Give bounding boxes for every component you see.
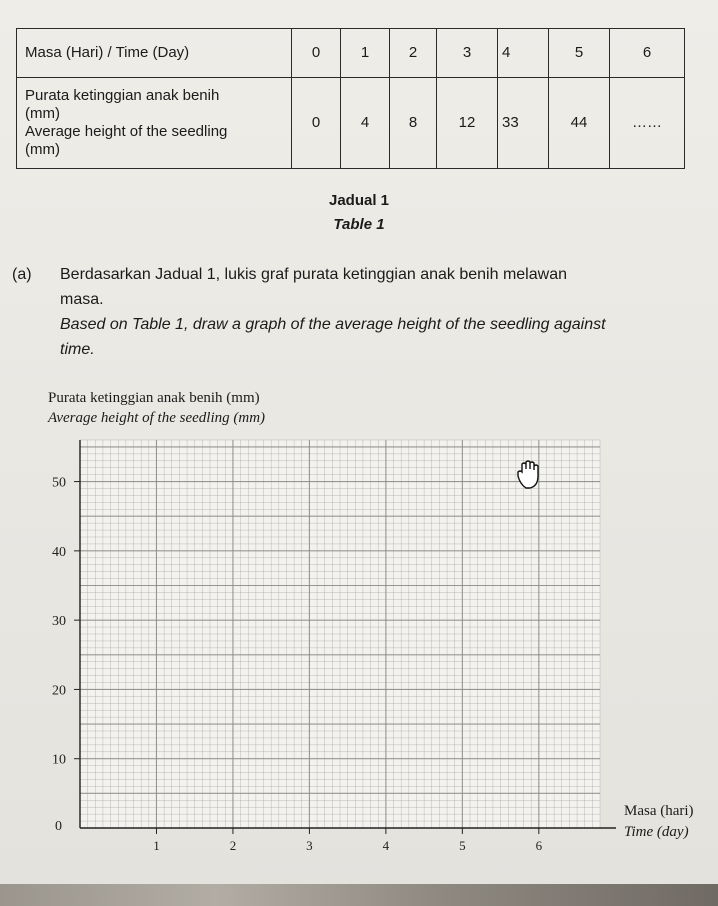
day-cell: 2	[390, 29, 437, 78]
day-cell: 3	[437, 29, 498, 78]
question-label: (a)	[12, 266, 32, 283]
y-axis-label-en: Average height of the seedling (mm)	[48, 410, 266, 426]
day-cell: 5	[549, 29, 610, 78]
y-tick-label: 30	[52, 614, 66, 630]
x-tick-label: 5	[459, 838, 466, 853]
x-axis-label-ms: Masa (hari)	[624, 803, 694, 819]
y-tick-label: 50	[52, 475, 66, 491]
day-cell: 1	[341, 29, 390, 78]
question-en-line: time.	[60, 341, 95, 358]
y-tick-label: 0	[55, 819, 62, 834]
x-tick-label: 3	[306, 838, 313, 853]
height-header-line: (mm)	[25, 105, 60, 122]
caption-en: Table 1	[333, 216, 385, 233]
height-cell: 12	[437, 78, 498, 169]
height-header-line: Average height of the seedling	[25, 123, 228, 140]
question-ms-line: masa.	[60, 291, 104, 308]
height-cell: 4	[341, 78, 390, 169]
x-tick-label: 1	[153, 838, 160, 853]
y-tick-label: 40	[52, 544, 66, 560]
y-tick-label: 20	[52, 683, 66, 699]
caption-ms: Jadual 1	[328, 192, 390, 209]
day-cell: 6	[610, 29, 685, 78]
desk-edge	[0, 884, 718, 906]
day-cell: 0	[292, 29, 341, 78]
time-header-cell: Masa (Hari) / Time (Day)	[17, 29, 292, 78]
height-cell: 0	[292, 78, 341, 169]
height-header-line: Purata ketinggian anak benih	[25, 87, 220, 104]
y-tick-label: 10	[52, 752, 66, 768]
x-tick-label: 4	[382, 838, 390, 853]
y-axis-label-ms: Purata ketinggian anak benih (mm)	[48, 390, 260, 406]
question-en-line: Based on Table 1, draw a graph of the average height of the seedling against	[60, 316, 606, 333]
height-cell: 8	[390, 78, 437, 169]
x-axis-label-en: Time (day)	[624, 824, 689, 840]
height-cell: 33	[498, 78, 549, 169]
x-tick-label: 2	[229, 838, 237, 853]
height-header-line: (mm)	[25, 141, 60, 158]
question-ms-line: Berdasarkan Jadual 1, lukis graf purata ketinggian anak benih melawan	[60, 266, 567, 283]
x-tick-label: 6	[535, 838, 543, 853]
height-cell-blank: ……	[610, 78, 685, 169]
day-cell: 4	[498, 29, 549, 78]
height-cell: 44	[549, 78, 610, 169]
